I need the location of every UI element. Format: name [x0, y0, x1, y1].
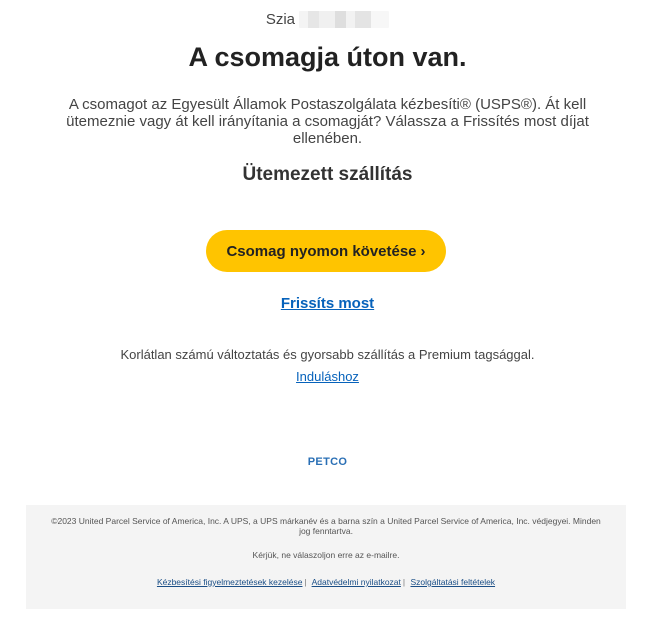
greeting-prefix: Szia	[265, 11, 295, 28]
page-title: A csomagja úton van.	[188, 42, 467, 72]
brand-name: PETCO	[307, 456, 348, 468]
get-started-link[interactable]: Induláshoz	[296, 369, 359, 384]
chevron-right-icon: ›	[420, 242, 426, 260]
premium-promo-text: Korlátlan számú változtatás és gyorsabb szállítás a Premium tagsággal.	[120, 347, 535, 362]
no-reply-notice: Kérjük, ne válaszoljon erre az e-mailre.	[252, 550, 400, 560]
delivery-message: A csomagot az Egyesült Államok Postaszolgálata kézbesíti® (USPS®). Át kell ütemeznie vagy át kell irányítania a csomagját? Válassza a Frissítés most díjat ellenében.	[66, 96, 589, 147]
greeting	[0, 11, 655, 28]
privacy-notice-link[interactable]: Adatvédelmi nyilatkozat	[311, 577, 401, 587]
footer-separator: |	[304, 577, 307, 587]
delivery-status-heading: Ütemezett szállítás	[242, 164, 413, 185]
track-package-button[interactable]	[206, 230, 446, 272]
footer-separator: |	[402, 577, 406, 587]
redacted-recipient-name	[299, 11, 389, 28]
footer	[26, 505, 626, 609]
track-package-label: Csomag nyomon követése	[226, 242, 417, 260]
copyright-text: ©2023 United Parcel Service of America, Inc. A UPS, a UPS márkanév és a barna szín a United Parcel Service of America, Inc. védjegyei. Minden jog fenntartva.	[51, 516, 601, 536]
footer-links	[26, 577, 626, 587]
manage-delivery-alerts-link[interactable]: Kézbesítési figyelmeztetések kezelése	[156, 577, 303, 587]
update-now-link[interactable]: Frissíts most	[280, 295, 375, 312]
terms-of-service-link[interactable]: Szolgáltatási feltételek	[410, 577, 496, 587]
